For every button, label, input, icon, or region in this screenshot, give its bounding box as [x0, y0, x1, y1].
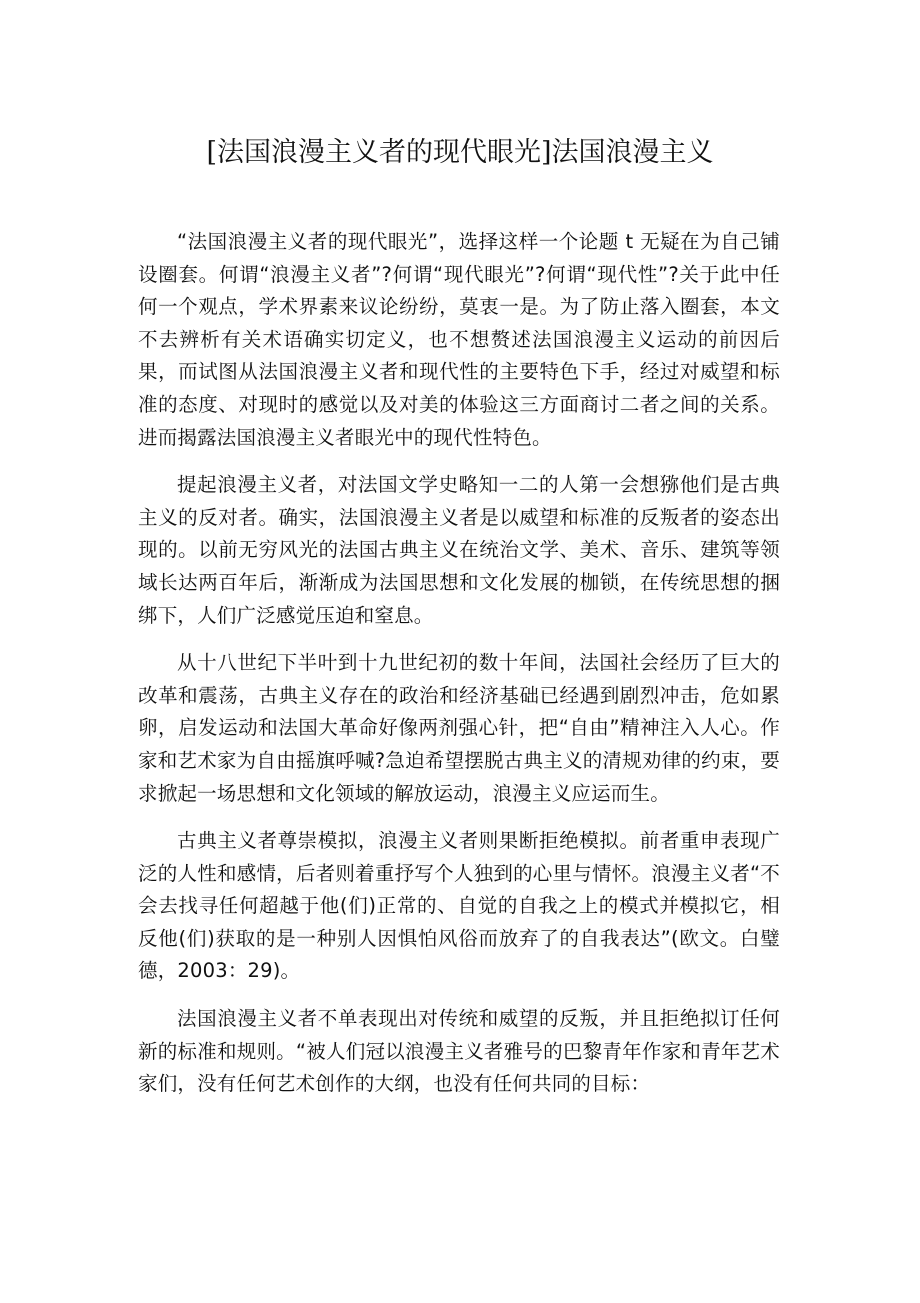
document-title: [法国浪漫主义者的现代眼光]法国浪漫主义: [206, 137, 714, 168]
paragraph: “法国浪漫主义者的现代眼光”，选择这样一个论题 t 无疑在为自己铺设圈套。何谓“浪漫主义者”?何谓“现代眼光”?何谓“现代性”?关于此中任何一个观点，学术界素来议论纷纷，莫衷一是。为了防止落入圈套，本文不去辨析有关术语确实切定义，也不想赘述法国浪漫主义运动的前因后果，而试图从法国浪漫主义者和现代性的主要特色下手，经过对威望和标准的态度、对现时的感觉以及对美的体验这三方面商讨二者之间的关系。进而揭露法国浪漫主义者眼光中的现代性特色。: [138, 230, 780, 449]
paragraph: 法国浪漫主义者不单表现出对传统和威望的反叛，并且拒绝拟订任何新的标准和规则。“被人们冠以浪漫主义者雅号的巴黎青年作家和青年艺术家们，没有任何艺术创作的大纲，也没有任何共同的目标：: [138, 1007, 780, 1096]
document-body: [138, 226, 780, 1116]
paragraph: 提起浪漫主义者，对法国文学史略知一二的人第一会想猕他们是古典主义的反对者。确实，法国浪漫主义者是以威望和标准的反叛者的姿态出现的。以前无穷风光的法国古典主义在统治文学、美术、音乐、建筑等领域长达两百年后，渐渐成为法国思想和文化发展的枷锁，在传统思想的捆绑下，人们广泛感觉压迫和窒息。: [138, 473, 780, 627]
paragraph: 从十八世纪下半叶到十九世纪初的数十年间，法国社会经历了巨大的改革和震荡，古典主义存在的政治和经济基础已经遇到剧烈冲击，危如累卵，启发运动和法国大革命好像两剂强心针，把“自由”精神注入人心。作家和艺术家为自由摇旗呼喊?急迫希望摆脱古典主义的清规劝律的约束，要求掀起一场思想和文化领域的解放运动，浪漫主义应运而生。: [138, 651, 780, 805]
paragraph: 古典主义者尊崇模拟，浪漫主义者则果断拒绝模拟。前者重申表现广泛的人性和感情，后者则着重抒写个人独到的心里与情怀。浪漫主义者“不会去找寻任何超越于他(们)正常的、自觉的自我之上的模式并模拟它，相反他(们)获取的是一种别人因惧怕风俗而放弃了的自我表达”(欧文。白璧德，2003：29)。: [138, 829, 780, 983]
